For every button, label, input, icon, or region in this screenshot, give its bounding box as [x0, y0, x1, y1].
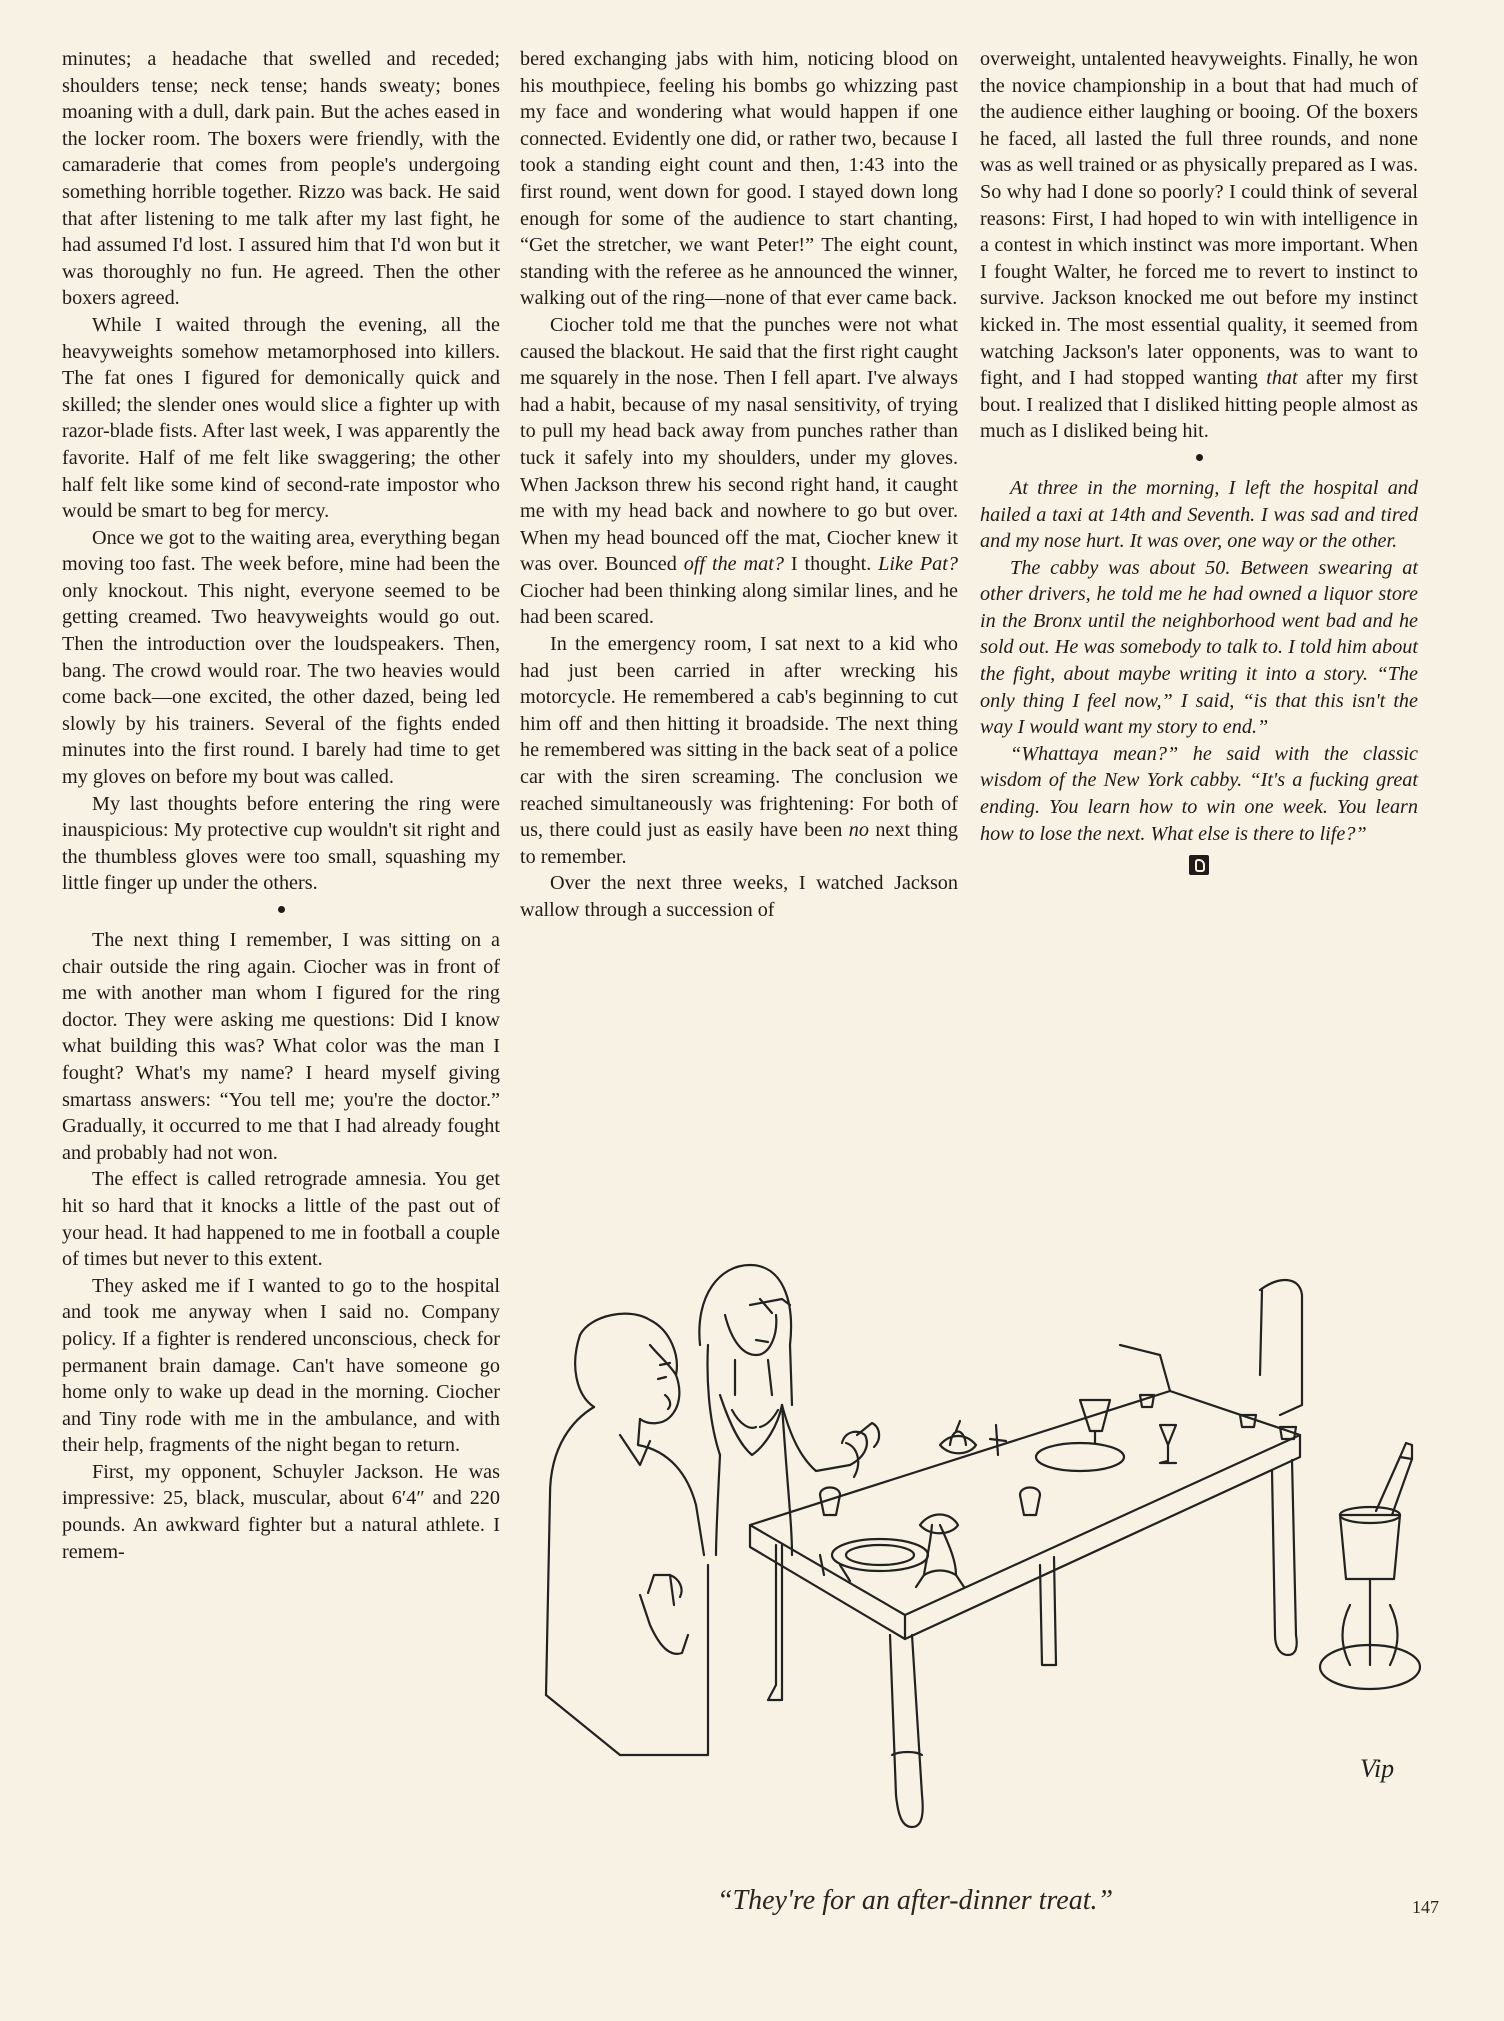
rabbit-head-end-mark-icon: [980, 855, 1418, 883]
section-break-bullet: [62, 903, 500, 917]
paragraph: My last thoughts before entering the ring were inauspicious: My protective cup wouldn't sit right and the thumbless gloves were too small, squashing my little finger up under the others.: [62, 792, 500, 895]
paragraph-text: after my first bout. I realized that I disliked hitting people almost as much as I disliked being hit.: [980, 367, 1419, 443]
paragraph: They asked me if I wanted to go to the hospital and took me anyway when I said no. Company policy. If a fighter is rendered unconscious, check for permanent brain damage. Can't have someone go home only to wake up dead in the morning. Ciocher and Tiny rode with me in the ambulance, and with their help, fragments of the night began to return.: [62, 1274, 500, 1457]
paragraph-text: next thing to remember.: [520, 819, 958, 868]
text-column-2: [520, 46, 958, 924]
paragraph: “Whattaya mean?” he said with the classic wisdom of the New York cabby. “It's a fucking great ending. You learn how to win one week. You learn how to lose the next. What else is there to life?”: [980, 742, 1418, 845]
italic-phrase: no: [848, 819, 869, 842]
paragraph: The next thing I remember, I was sitting on a chair outside the ring again. Ciocher was in front of me with another man whom I figured for the ring doctor. They were asking me questions: Did I know what building this was? What color was the man I fought? What's my name? I heard myself giving smartass answers: “You tell me; you're the doctor.” Gradually, it occurred to me that I had already fought and probably had not won.: [62, 929, 500, 1164]
paragraph: [980, 46, 1418, 445]
paragraph: Once we got to the waiting area, everything began moving too fast. The week before, mine had been the only knockout. This night, everyone seemed to be getting creamed. Two heavyweights would go out. Then the introduction over the loudspeakers. Then, bang. The crowd would roar. The two heavies would come back—one excited, the other dazed, being led slowly by his trainers. Several of the fights ended minutes into the first round. I barely had time to get my gloves on before my bout was called.: [62, 526, 500, 789]
paragraph: The cabby was about 50. Between swearing at other drivers, he told me he had owned a liquor store in the Bronx until the neighborhood went bad and he sold out. He was somebody to talk to. I told him about the fight, about maybe writing it into a story. “The only thing I feel now,” I said, “is that this isn't the way I would want my story to end.”: [980, 556, 1418, 739]
paragraph: The effect is called retrograde amnesia. You get hit so hard that it knocks a little of the past out of your head. It had happened to me in football a couple of times but never to this extent.: [62, 1168, 500, 1271]
paragraph: While I waited through the evening, all the heavyweights somehow metamorphosed into killers. The fat ones I figured for demonically quick and skilled; the slender ones would slice a fighter up with razor-blade fists. After last week, I was apparently the favorite. Half of me felt like swaggering; the other half felt like some kind of second-rate impostor who would be smart to beg for mercy.: [62, 313, 500, 523]
paragraph: bered exchanging jabs with him, noticing blood on his mouthpiece, feeling his bombs go whizzing past my face and wondering what would happen if one connected. Evidently one did, or rather two, because I took a standing eight count and then, 1:43 into the first round, went down for good. I stayed down long enough for some of the audience to start chanting, “Get the stretcher, we want Peter!” The eight count, standing with the referee as he announced the winner, walking out of the ring—none of that ever came back.: [520, 48, 958, 310]
paragraph-text: I thought.: [783, 553, 879, 576]
paragraph-text: Ciocher had been thinking along similar lines, and he had been scared.: [520, 579, 958, 629]
italic-phrase: off the mat?: [683, 553, 784, 576]
paragraph: Over the next three weeks, I watched Jackson wallow through a succession of: [520, 872, 958, 921]
dining-table: [750, 1391, 1300, 1827]
champagne-bucket: [1320, 1443, 1420, 1689]
man-figure: [546, 1314, 708, 1755]
page-number: 147: [1412, 1897, 1439, 1917]
paragraph-text: Ciocher told me that the punches were not what caused the blackout. He said that the first right caught me squarely in the nose. Then I fell apart. I've always had a habit, because of my nasal sensitivity, of trying to pull my head back away from punches rather than tuck it safely into my shoulders, under my gloves. When Jackson threw his second right hand, it caught me with my head back and nowhere to go but over. When my head bounced off the mat, Ciocher knew it was over. Bounced: [520, 313, 958, 576]
paragraph: First, my opponent, Schuyler Jackson. He was impressive: 25, black, muscular, about 6′4″ and 220 pounds. An awkward fighter but a natural athlete. I remem-: [62, 1460, 500, 1563]
section-break-bullet: [980, 451, 1418, 465]
paragraph: minutes; a headache that swelled and receded; shoulders tense; neck tense; hands sweaty; bones moaning with a dull, dark pain. But the aches eased in the locker room. The boxers were friendly, with the camaraderie that comes from people's undergoing something horrible together. Rizzo was back. He said that after listening to me talk after my last fight, he had assumed I'd lost. I assured him that I'd won but it was thoroughly no fun. He agreed. Then the other boxers agreed.: [62, 48, 500, 310]
text-column-1: [62, 46, 500, 1565]
cartoon-illustration: [520, 1195, 1460, 1875]
italic-phrase: Like Pat?: [878, 553, 958, 576]
italic-phrase: that: [1266, 367, 1298, 390]
cartoon-caption: “They're for an after-dinner treat.”: [716, 1885, 1114, 1916]
text-column-3: [980, 46, 1418, 883]
artist-signature: Vip: [1360, 1754, 1395, 1783]
paragraph: [520, 312, 958, 631]
paragraph: At three in the morning, I left the hospital and hailed a taxi at 14th and Seventh. I was sad and tired and my nose hurt. It was over, one way or the other.: [980, 476, 1418, 553]
paragraph-text: overweight, untalented heavyweights. Finally, he won the novice championship in a bout that had much of the audience either laughing or booing. Of the boxers he faced, all lasted the full three rounds, and none was as well trained or as physically prepared as I was. So why had I done so poorly? I could think of several reasons: First, I had hoped to win with intelligence in a contest in which instinct was more important. When I fought Walter, he forced me to revert to instinct to survive. Jackson knocked me out before my instinct kicked in. The most essential quality, it seemed from watching Jackson's later opponents, was to want to fight, and I had stopped wanting: [980, 48, 1418, 390]
paragraph: [520, 631, 958, 870]
paragraph-text: In the emergency room, I sat next to a kid who had just been carried in after wrecking his motorcycle. He remembered a cab's beginning to cut him off and then hitting it broadside. The next thing he remembered was sitting in the back seat of a police car with the siren screaming. The conclusion we reached simultaneously was frightening: For both of us, there could just as easily have been: [520, 633, 958, 842]
